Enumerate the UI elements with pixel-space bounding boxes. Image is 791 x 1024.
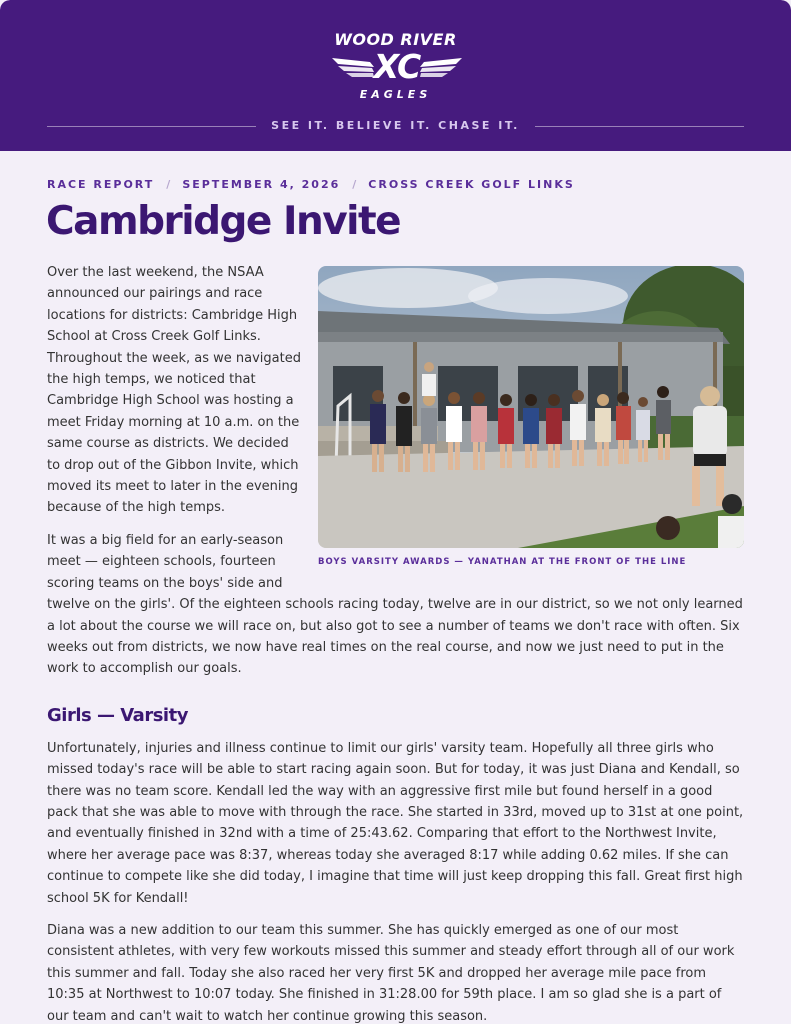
meta-location: CROSS CREEK GOLF LINKS (368, 178, 575, 191)
girls-varsity-paragraph: Diana was a new addition to our team this summer. She has quickly emerged as one of our most consistent athletes, with very few workouts missed this summer and steady effort through all of our work this summer and fall. Today she also raced her very first 5K and dropped her average mile pace from 10:35 at Northwest to 10:07 today. She finished in 31:28.00 for 59th place. I am so glad she is a part of our team and can't wait to watch her continue growing this season. (47, 922, 735, 1024)
page-title: Cambridge Invite (46, 199, 401, 244)
logo-subtitle: EAGLES (359, 88, 432, 101)
section-heading-girls-varsity: Girls — Varsity (47, 704, 188, 726)
tagline-rule-right (535, 126, 744, 127)
meta-category: RACE REPORT (47, 178, 155, 191)
meta-separator: / (352, 178, 357, 191)
meta-date: SEPTEMBER 4, 2026 (182, 178, 341, 191)
intro-paragraph: Over the last weekend, the NSAA announced our pairings and race locations for districts: Cambridge High School at Cross Creek Golf Links. Throughout the week, as we navigated the high temps, we noticed that Cambridge High School was hosting a meet Friday morning at 10 a.m. on the same course as districts. We decided to drop out of the Gibbon Invite, which moved its meet to later in the evening because of the high temps. (47, 265, 301, 516)
article-figure (318, 266, 744, 568)
site-header (0, 0, 791, 151)
article-body (47, 262, 744, 1024)
intro-paragraph: It was a big field for an early-season meet — eighteen schools, fourteen scoring teams on the boys' side and twelve on the girls'. Of the eighteen schools racing today, twelve are in our district, so we not only learned a lot about the course we will race on, but also got to see a number of teams we don't race with often. Six weeks out from districts, we now have real times on the real course, and now we just need to put in the work to accomplish our goals. (47, 532, 743, 677)
logo-emblem (330, 48, 464, 86)
photo-caption: BOYS VARSITY AWARDS — YANATHAN AT THE FRONT OF THE LINE (318, 557, 687, 567)
tagline: SEE IT. BELIEVE IT. CHASE IT. (271, 119, 520, 132)
meta-separator: / (166, 178, 171, 191)
logo-wordmark: WOOD RIVER (334, 30, 457, 49)
girls-varsity-paragraph: Unfortunately, injuries and illness continue to limit our girls' varsity team. Hopefully all three girls who missed today's race will be able to start racing again soon. But for today, it was just Diana and Kendall, so there was no team score. Kendall led the way with an aggressive first mile but found herself in a good pack that she was able to move with through the race. She started in 33rd, moved up to 31st at one point, and eventually finished in 32nd with a time of 25:43.62. Comparing that effort to the Northwest Invite, where her average pace was 8:37, whereas today she averaged 8:17 while adding 0.62 miles. If she can continue to compete like she did today, I imagine that time will just keep dropping this fall. Great first high school 5K for Kendall! (47, 740, 744, 906)
team-photo (318, 266, 744, 548)
logo-xc-mark: XC (373, 47, 421, 86)
article-meta (47, 178, 575, 191)
